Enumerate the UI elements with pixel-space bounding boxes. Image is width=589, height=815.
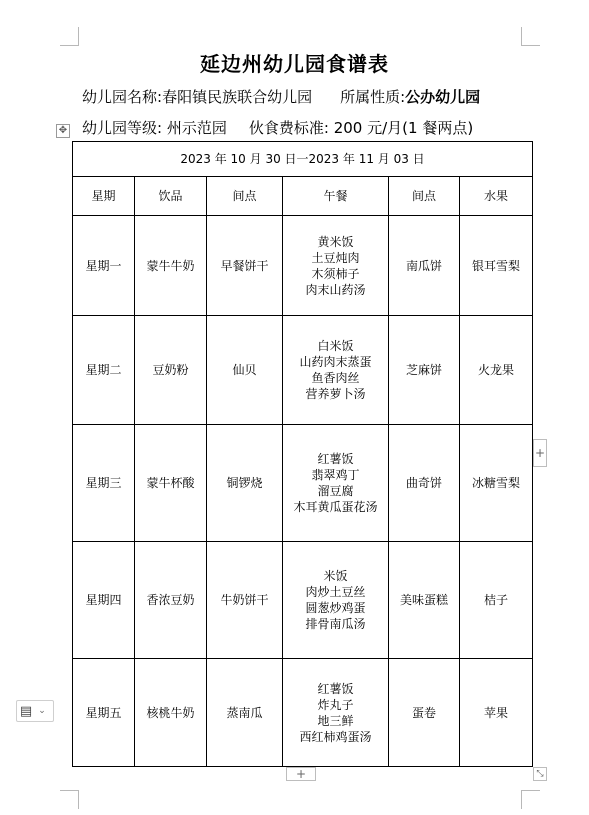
lunch-dish: 鱼香肉丝 [311, 371, 360, 385]
lunch-cell [283, 659, 389, 767]
level-label: 幼儿园等级: [82, 119, 163, 137]
lunch-dish: 溜豆腐 [317, 484, 354, 498]
kindergarten-name-label: 幼儿园名称: [82, 88, 163, 106]
lunch-cell [283, 542, 389, 659]
lunch-cell [283, 425, 389, 542]
fee-label: 伙食费标准: [248, 119, 329, 137]
fruit-cell: 冰糖雪梨 [460, 425, 533, 542]
level-value: 州示范园 [166, 119, 227, 137]
nature-label: 所属性质: [340, 88, 406, 106]
header-fruit: 水果 [460, 177, 533, 216]
snack-afternoon-cell: 南瓜饼 [389, 216, 460, 316]
lunch-dish: 红薯饭 [317, 681, 354, 696]
drink-cell: 蒙牛牛奶 [135, 216, 207, 316]
table-row [73, 216, 533, 316]
drink-cell: 香浓豆奶 [135, 542, 207, 659]
lunch-dish: 翡翠鸡丁 [311, 468, 360, 482]
resize-icon: ⤡ [536, 769, 544, 779]
header-snack-morning: 间点 [207, 177, 283, 216]
lunch-dish: 米饭 [323, 569, 348, 583]
layout-icon: ▤ [19, 703, 33, 719]
table-row [73, 425, 533, 542]
lunch-dish: 红薯饭 [317, 452, 354, 466]
lunch-dish: 木耳黄瓜蛋花汤 [293, 500, 378, 514]
table-row [73, 316, 533, 425]
snack-morning-cell: 牛奶饼干 [207, 542, 283, 659]
drink-cell: 蒙牛杯酸 [135, 425, 207, 542]
snack-afternoon-cell: 曲奇饼 [389, 425, 460, 542]
nature-value: 公办幼儿园 [405, 88, 481, 106]
date-range: 2023 年 10 月 30 日一2023 年 11 月 03 日 [73, 142, 533, 177]
day-cell: 星期一 [73, 216, 135, 316]
lunch-dish: 肉炒土豆丝 [305, 585, 366, 599]
page-corner-mark-top-right [521, 27, 540, 46]
snack-afternoon-cell: 美味蛋糕 [389, 542, 460, 659]
lunch-dish: 肉末山药汤 [305, 282, 366, 297]
table-row [73, 542, 533, 659]
info-line-level [82, 117, 473, 138]
add-row-button[interactable] [286, 767, 316, 781]
table-row [73, 659, 533, 767]
add-column-button[interactable] [533, 439, 547, 467]
lunch-dish: 圆葱炒鸡蛋 [305, 601, 366, 615]
day-cell: 星期四 [73, 542, 135, 659]
lunch-dish: 木须柿子 [311, 266, 360, 281]
snack-morning-cell: 早餐饼干 [207, 216, 283, 316]
lunch-dish: 排骨南瓜汤 [305, 617, 366, 631]
header-row [73, 177, 533, 216]
table-move-handle[interactable] [56, 124, 70, 138]
day-cell: 星期三 [73, 425, 135, 542]
day-cell: 星期五 [73, 659, 135, 767]
lunch-dish: 山药肉末蒸蛋 [299, 355, 372, 369]
header-lunch: 午餐 [283, 177, 389, 216]
chevron-down-icon: ⌄ [38, 706, 46, 716]
fruit-cell: 火龙果 [460, 316, 533, 425]
plus-icon: + [295, 767, 307, 781]
snack-morning-cell: 仙贝 [207, 316, 283, 425]
move-icon: ✥ [58, 125, 68, 136]
lunch-dish: 黄米饭 [317, 234, 354, 249]
fruit-cell: 银耳雪梨 [460, 216, 533, 316]
drink-cell: 豆奶粉 [135, 316, 207, 425]
lunch-dish: 白米饭 [317, 339, 354, 353]
kindergarten-name-value: 春阳镇民族联合幼儿园 [162, 88, 313, 106]
lunch-cell [283, 316, 389, 425]
plus-icon: + [534, 446, 546, 460]
menu-table [72, 141, 533, 767]
page-corner-mark-top-left [60, 27, 79, 46]
header-day: 星期 [73, 177, 135, 216]
page-corner-mark-bottom-right [521, 790, 540, 809]
lunch-dish: 炸丸子 [317, 697, 354, 712]
lunch-dish: 西红柿鸡蛋汤 [299, 729, 372, 744]
drink-cell: 核桃牛奶 [135, 659, 207, 767]
header-snack-afternoon: 间点 [389, 177, 460, 216]
document-title: 延边州幼儿园食谱表 [200, 52, 389, 76]
table-resize-handle[interactable] [533, 767, 547, 781]
layout-options-button[interactable] [16, 700, 54, 722]
lunch-dish: 地三鲜 [317, 713, 354, 728]
snack-afternoon-cell: 芝麻饼 [389, 316, 460, 425]
lunch-dish: 土豆炖肉 [311, 250, 360, 265]
fruit-cell: 桔子 [460, 542, 533, 659]
snack-morning-cell: 铜锣烧 [207, 425, 283, 542]
header-drink: 饮品 [135, 177, 207, 216]
fruit-cell: 苹果 [460, 659, 533, 767]
date-row [73, 142, 533, 177]
fee-value: 200 元/月(1 餐两点) [333, 119, 474, 137]
day-cell: 星期二 [73, 316, 135, 425]
info-line-name [82, 86, 480, 107]
page-corner-mark-bottom-left [60, 790, 79, 809]
lunch-cell [283, 216, 389, 316]
lunch-dish: 营养萝卜汤 [305, 387, 366, 401]
snack-morning-cell: 蒸南瓜 [207, 659, 283, 767]
snack-afternoon-cell: 蛋卷 [389, 659, 460, 767]
